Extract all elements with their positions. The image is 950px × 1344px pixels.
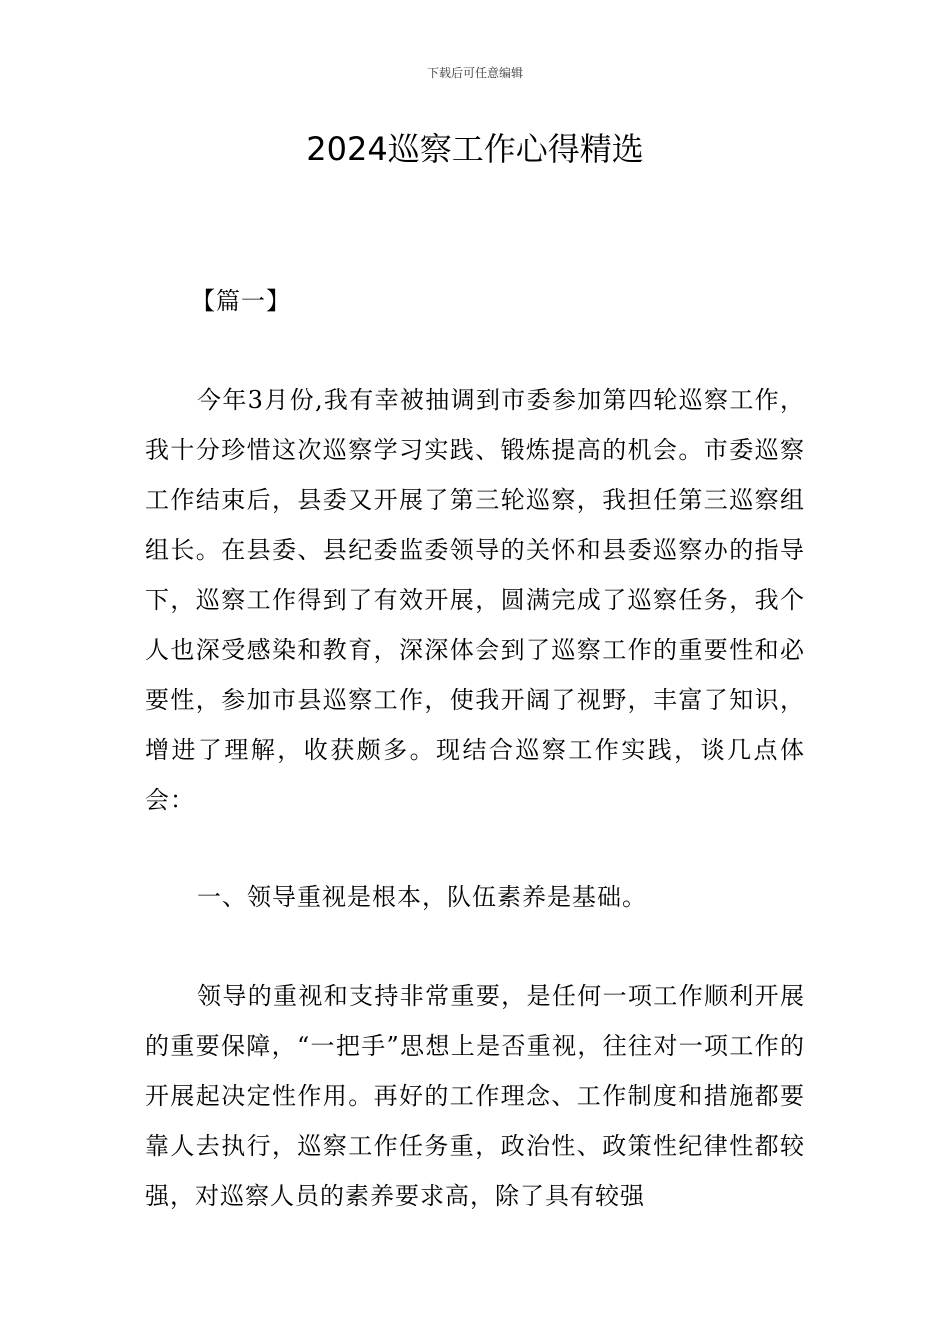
header-note: 下载后可任意编辑 <box>426 66 523 80</box>
section-label: 【篇一】 <box>191 287 291 315</box>
document-title: 2024巡察工作心得精选 <box>306 130 644 168</box>
section-heading-1: 一、领导重视是根本，队伍素养是基础。 <box>197 883 647 911</box>
paragraph-2: 领导的重视和支持非常重要，是任何一项工作顺利开展的重要保障，“一把手”思想上是否重视，往往对一项工作的开展起决定性作用。再好的工作理念、工作制度和措施都要靠人去执行，巡察工作任务重，政治性、政策性纪律性都较强，对巡察人员的素养要求高，除了具有较强 <box>145 982 805 1210</box>
paragraph-1: 今年3月份,我有幸被抽调到市委参加第四轮巡察工作，我十分珍惜这次巡察学习实践、锻炼提高的机会。市委巡察工作结束后，县委又开展了第三轮巡察，我担任第三巡察组组长。在县委、县纪委监委领导的关怀和县委巡察办的指导下，巡察工作得到了有效开展，圆满完成了巡察任务，我个人也深受感染和教育，深深体会到了巡察工作的重要性和必要性，参加市县巡察工作，使我开阔了视野，丰富了知识，增进了理解，收获颇多。现结合巡察工作实践，谈几点体会： <box>145 386 805 814</box>
